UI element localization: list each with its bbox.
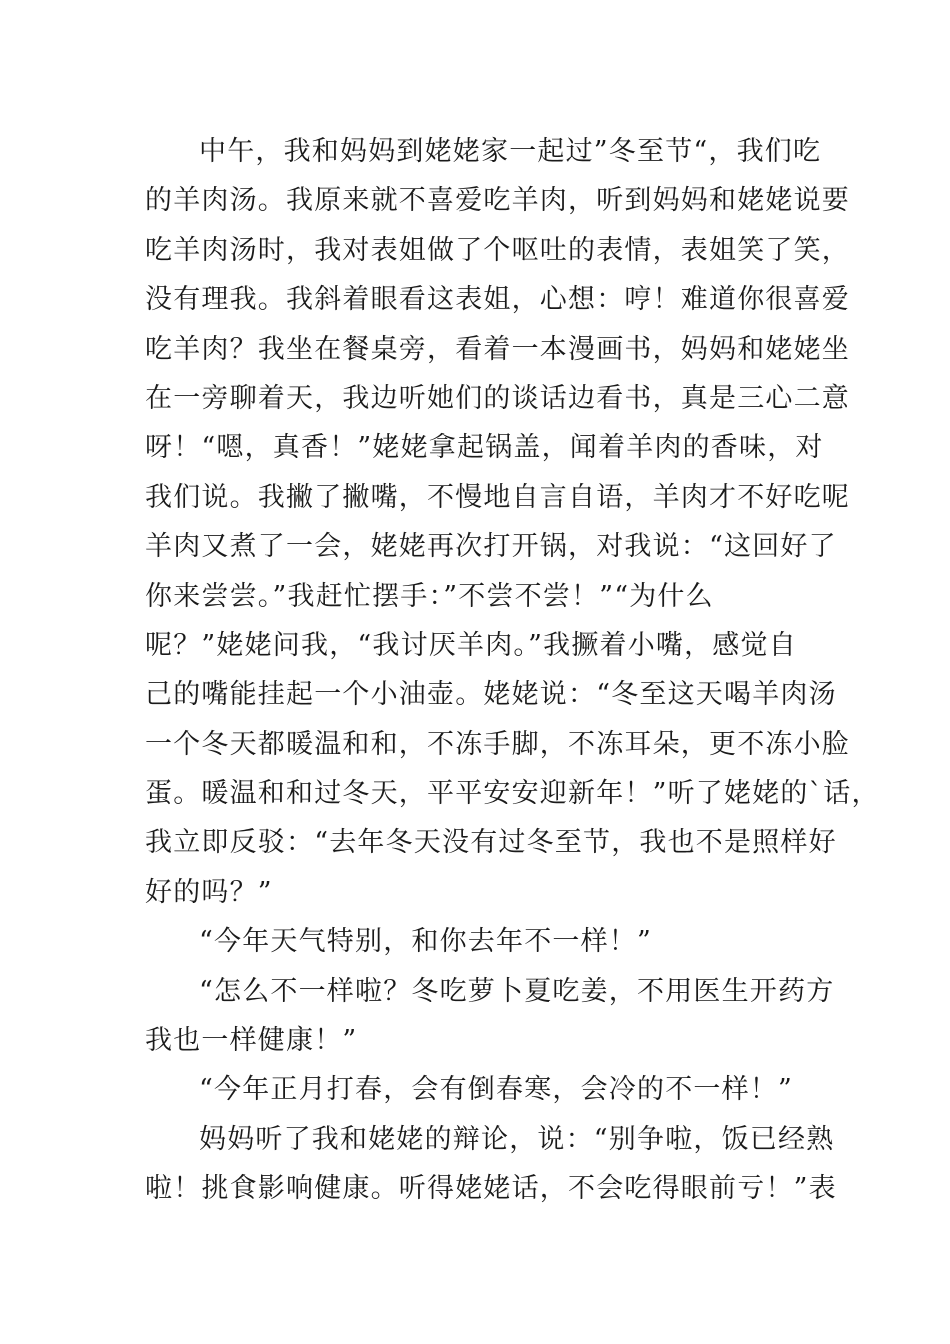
text-line: 呀！“嗯，真香！”姥姥拿起锅盖，闻着羊肉的香味，对 <box>145 432 824 464</box>
text-line: 蛋。暖温和和过冬天，平平安安迎新年！”听了姥姥的`话， <box>145 778 880 810</box>
text-line: 吃羊肉汤时，我对表姐做了个呕吐的表情，表姐笑了笑， <box>145 234 850 266</box>
text-line: “怎么不一样啦？冬吃萝卜夏吃姜，不用医生开药方 <box>199 975 835 1007</box>
text-line: 羊肉又煮了一会，姥姥再次打开锅，对我说：“这回好了 <box>145 531 837 563</box>
text-line: 没有理我。我斜着眼看这表姐，心想：哼！难道你很喜爱 <box>145 284 850 316</box>
text-line: 我立即反驳：“去年冬天没有过冬至节，我也不是照样好 <box>145 827 837 859</box>
text-line: 呢？”姥姥问我，“我讨厌羊肉。”我撅着小嘴，感觉自 <box>145 629 797 661</box>
text-line: “今年正月打春，会有倒春寒，会冷的不一样！” <box>199 1074 794 1106</box>
text-line: 吃羊肉？我坐在餐桌旁，看着一本漫画书，妈妈和姥姥坐 <box>145 333 850 365</box>
text-line: 一个冬天都暖温和和，不冻手脚，不冻耳朵，更不冻小脸 <box>145 728 850 760</box>
text-line: 我们说。我撇了撇嘴，不慢地自言自语，羊肉才不好吃呢 <box>145 481 850 513</box>
text-line: 中午，我和妈妈到姥姥家一起过”冬至节“，我们吃 <box>199 136 822 167</box>
text-line: 好的吗？” <box>145 876 273 908</box>
text-line: “今年天气特别，和你去年不一样！” <box>199 926 653 958</box>
text-line: 啦！挑食影响健康。听得姥姥话，不会吃得眼前亏！”表 <box>145 1173 837 1205</box>
text-line: 的羊肉汤。我原来就不喜爱吃羊肉，听到妈妈和姥姥说要 <box>145 185 850 217</box>
text-line: 我也一样健康！” <box>145 1025 358 1057</box>
document-body <box>145 127 880 1214</box>
text-line: 妈妈听了我和姥姥的辩论，说：“别争啦，饭已经熟 <box>199 1123 835 1155</box>
text-line: 己的嘴能挂起一个小油壶。姥姥说：“冬至这天喝羊肉汤 <box>145 679 837 711</box>
text-line: 在一旁聊着天，我边听她们的谈话边看书，真是三心二意 <box>145 382 850 414</box>
text-line: 你来尝尝。”我赶忙摆手：”不尝不尝！”“为什么 <box>145 580 714 612</box>
